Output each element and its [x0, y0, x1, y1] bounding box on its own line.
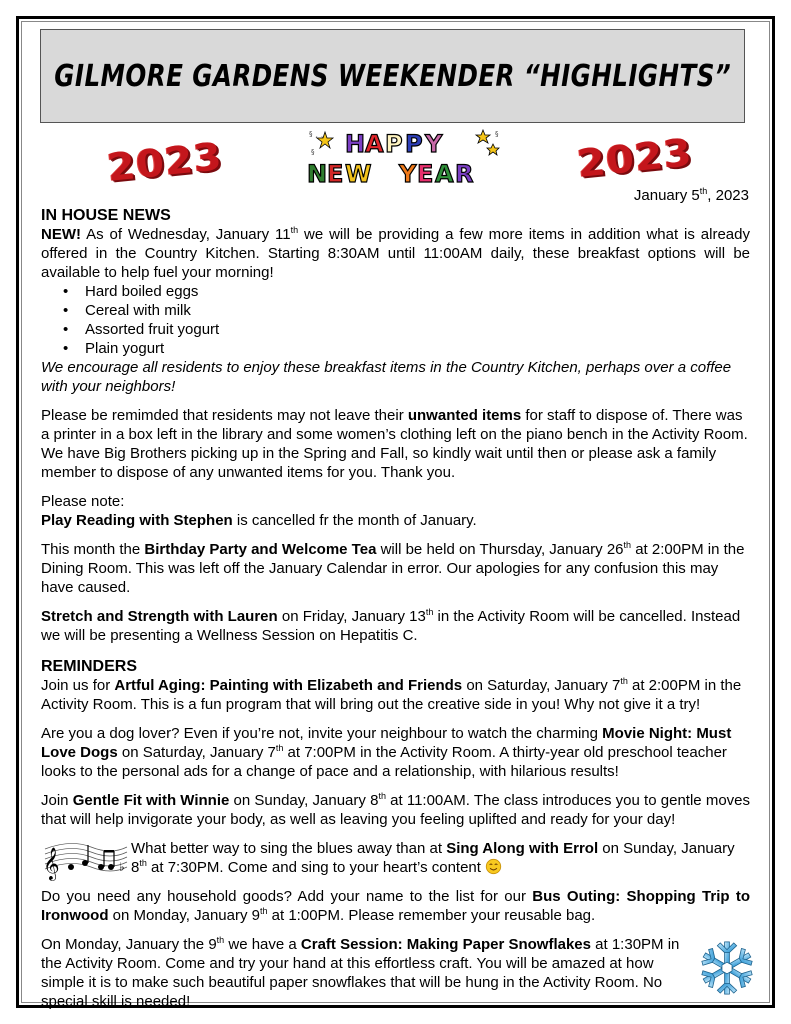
- ordinal: th: [275, 743, 284, 753]
- craft-session-paragraph: [41, 935, 750, 1011]
- list-item: • Hard boiled eggs: [85, 282, 750, 301]
- text: What better way to sing the blues away than at: [131, 840, 447, 857]
- text: for staff to dispose of. There was a printer in a box left in the library and some women’s clothing left on the piano bench in the Activity Room. We have Big Brothers picking up in the Spring and Fall, so kindly wait until then or please ask a family member to dispose of any unwanted items for you. Thank you.: [41, 407, 748, 481]
- ordinal: th: [620, 676, 628, 686]
- ordinal: th: [623, 540, 632, 550]
- bold-text: Artful Aging: Painting with Elizabeth and Friends: [114, 677, 463, 694]
- greeting-letter: P: [385, 130, 403, 158]
- text: on Sunday, January 8: [131, 840, 735, 876]
- greeting-letter: H: [345, 130, 366, 158]
- bold-text: Gentle Fit with Winnie: [72, 792, 230, 809]
- new-breakfast-announcement: [41, 225, 750, 282]
- greeting-letter: A: [435, 160, 454, 188]
- smiley-face-icon: [485, 858, 502, 875]
- section-heading-in-house-news: IN HOUSE NEWS: [41, 207, 171, 224]
- text: on Saturday, January 7: [117, 744, 276, 761]
- text: Please be remimded that residents may not leave their: [41, 407, 408, 424]
- text: is cancelled fr the month of January.: [232, 512, 477, 529]
- svg-text:§ ¸ ˛: § ¸ ˛: [309, 130, 324, 138]
- text: As of Wednesday, January 11: [81, 226, 291, 243]
- greeting-letter: P: [405, 130, 423, 158]
- ordinal: th: [259, 906, 268, 916]
- greeting-letter: A: [365, 130, 384, 158]
- unwanted-items-paragraph: [41, 406, 750, 482]
- svg-text:§: §: [495, 130, 499, 138]
- bold-text: Bus Outing: Shopping Trip to Ironwood: [41, 888, 750, 924]
- svg-text:𝄞: 𝄞: [43, 847, 60, 880]
- text: will be held on Thursday, January 26: [376, 541, 624, 558]
- ordinal: th: [216, 935, 225, 945]
- snowflake-icon: [698, 939, 756, 997]
- text: on Monday, January 9: [108, 907, 260, 924]
- bold-text: Play Reading with Stephen: [41, 512, 233, 529]
- bold-text: Sing Along with Errol: [446, 840, 599, 857]
- play-reading-notice: [41, 492, 750, 530]
- list-item: • Assorted fruit yogurt: [85, 320, 750, 339]
- year-2023-right-art: 2023: [575, 130, 695, 186]
- text: on Sunday, January 8: [229, 792, 379, 809]
- bus-outing-paragraph: [41, 887, 750, 925]
- bold-text: unwanted items: [407, 407, 522, 424]
- greeting-letter: E: [327, 160, 344, 188]
- confetti-stars-icon: [309, 130, 499, 156]
- date-text: January 5: [633, 187, 700, 204]
- section-heading-reminders: REMINDERS: [41, 658, 138, 675]
- text: at 7:30PM. Come and sing to your heart’s content: [146, 859, 486, 876]
- text: Are you a dog lover? Even if you’re not, invite your neighbour to watch the charming: [41, 725, 603, 742]
- date-ordinal: th: [699, 186, 708, 196]
- bold-text: Movie Night: Must Love Dogs: [41, 725, 732, 761]
- greeting-letter: N: [307, 160, 328, 188]
- sing-along-paragraph: [41, 839, 750, 880]
- greeting-letter: Y: [425, 130, 443, 158]
- bold-text: Birthday Party and Welcome Tea: [144, 541, 377, 558]
- text: at 11:00AM. The class introduces you to gentle moves that will help invigorate your body, as well as leaving you feeling uplifted and ready for your day!: [41, 792, 751, 828]
- text: at 1:00PM. Please remember your reusable bag.: [267, 907, 596, 924]
- ordinal: th: [139, 858, 147, 868]
- svg-text:♭: ♭: [119, 860, 125, 874]
- issue-date: [634, 187, 749, 204]
- new-label: NEW!: [41, 226, 81, 243]
- ordinal: th: [290, 225, 299, 235]
- ordinal: th: [425, 607, 434, 617]
- text: at 7:00PM in the Activity Room. A thirty-year old preschool teacher looks to the personal ads for a change of pace and a relationship, with hilarious results!: [41, 744, 727, 780]
- text: Join: [41, 792, 73, 809]
- greeting-letter: W: [345, 160, 372, 188]
- birthday-party-paragraph: [41, 540, 750, 597]
- newsletter-body: [41, 206, 750, 1021]
- text: we will be providing a few more items in addition what is already offered in the Country Kitchen. Starting 8:30AM until 11:00AM daily, these breakfast options will be available to help fuel your morning!: [41, 226, 750, 281]
- bold-text: Stretch and Strength with Lauren: [41, 608, 278, 625]
- list-item: • Cereal with milk: [85, 301, 750, 320]
- text: on Friday, January 13: [277, 608, 426, 625]
- greeting-letter: E: [417, 160, 434, 188]
- title-banner: [40, 29, 745, 123]
- stretch-strength-paragraph: [41, 607, 750, 645]
- gentle-fit-paragraph: [41, 791, 750, 829]
- please-note-label: Please note:: [41, 493, 125, 510]
- text: in the Activity Room will be cancelled. Instead we will be presenting a Wellness Session on Hepatitis C.: [41, 608, 741, 644]
- newsletter-title: GILMORE GARDENS WEEKENDER “HIGHLIGHTS”: [54, 58, 731, 94]
- greeting-letter: Y: [399, 160, 417, 188]
- text: Do you need any household goods? Add your name to the list for our: [41, 888, 533, 905]
- text: Join us for: [41, 677, 115, 694]
- text: This month the: [41, 541, 145, 558]
- text: at 1:30PM in the Activity Room. Come and try your hand at this effortless craft. You will be amazed at how simple it is to make such beautiful paper snowflakes that will be hung in the Activity Room. No special skill is needed!: [41, 936, 680, 1010]
- text: at 2:00PM in the Activity Room. This is a fun program that will bring out the creative side in you! Why not give it a try!: [41, 677, 742, 713]
- text: on Saturday, January 7: [462, 677, 621, 694]
- text: at 2:00PM in the Dining Room. This was left off the January Calendar in error. Our apologies for any confusion this may have caused.: [41, 541, 745, 596]
- encourage-note: We encourage all residents to enjoy these breakfast items in the Country Kitchen, perhaps over a coffee with your neighbors!: [41, 359, 732, 395]
- text: we have a: [224, 936, 301, 953]
- svg-text:§: §: [311, 148, 315, 156]
- date-year: , 2023: [707, 187, 749, 204]
- text: On Monday, January the 9: [41, 936, 217, 953]
- movie-night-paragraph: [41, 724, 750, 781]
- year-2023-left-art: 2023: [105, 134, 225, 190]
- artful-aging-paragraph: [41, 676, 750, 714]
- list-item: • Plain yogurt: [85, 339, 750, 358]
- bold-text: Craft Session: Making Paper Snowflakes: [300, 936, 591, 953]
- greeting-letter: R: [455, 160, 474, 188]
- happy-new-year-image: [305, 124, 505, 188]
- ordinal: th: [378, 791, 386, 801]
- breakfast-items-list: [41, 282, 750, 358]
- music-notes-icon: [41, 837, 129, 881]
